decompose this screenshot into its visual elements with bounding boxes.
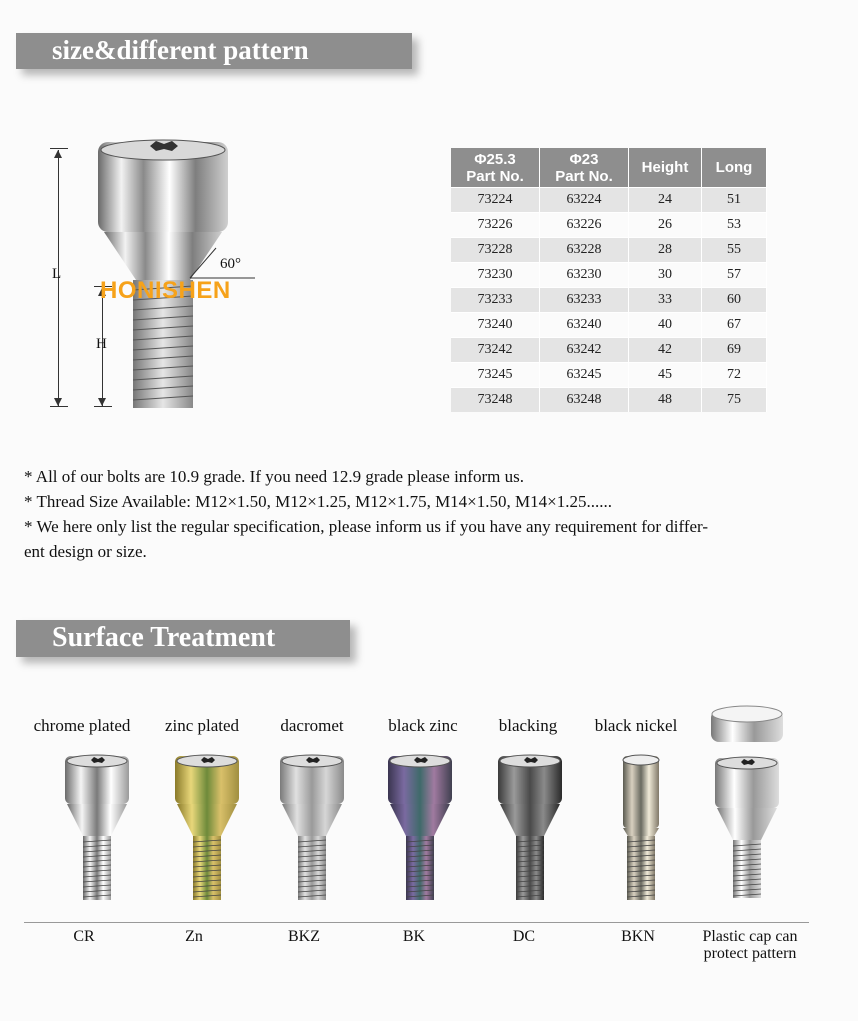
table-row: [451, 388, 767, 413]
table-row: [451, 363, 767, 388]
header-part-no-23: [540, 148, 629, 188]
table-cell: 73245: [451, 363, 540, 388]
label-L: L: [52, 266, 62, 282]
header-part-no-25: [451, 148, 540, 188]
bolt-illustration: [40, 130, 300, 420]
finish-code: BKZ: [288, 928, 320, 945]
table-cell: 73224: [451, 188, 540, 213]
table-cell: 48: [629, 388, 702, 413]
table-cell: 63230: [540, 263, 629, 288]
table-cell: 63242: [540, 338, 629, 363]
header-height: Height: [629, 148, 702, 188]
header-line: Part No.: [555, 167, 613, 185]
cap-note-line: protect pattern: [703, 945, 797, 962]
note-line: * We here only list the regular specification, please inform us if you have any requirement for differ-: [24, 517, 709, 536]
label-H: H: [96, 336, 107, 352]
finish-code: CR: [73, 928, 95, 945]
table-row: [451, 213, 767, 238]
table-cell: 69: [702, 338, 767, 363]
finish-sample: [601, 752, 681, 907]
dimension-tick: [50, 148, 68, 149]
table-row: [451, 288, 767, 313]
table-cell: 28: [629, 238, 702, 263]
table-cell: 73248: [451, 388, 540, 413]
table-cell: 73233: [451, 288, 540, 313]
header-long: Long: [702, 148, 767, 188]
bolt-image: [380, 752, 460, 902]
table-cell: 63248: [540, 388, 629, 413]
table-cell: 73228: [451, 238, 540, 263]
table-cell: 73230: [451, 263, 540, 288]
table-cell: 63224: [540, 188, 629, 213]
table-cell: 57: [702, 263, 767, 288]
table-cell: 33: [629, 288, 702, 313]
table-cell: 26: [629, 213, 702, 238]
table-cell: 51: [702, 188, 767, 213]
bolt-image: [167, 752, 247, 902]
finish-name: chrome plated: [33, 716, 131, 735]
cap-note: [690, 928, 810, 962]
bolt-image: [490, 752, 570, 902]
finish-sample: [490, 752, 570, 907]
note-line: * Thread Size Available: M12×1.50, M12×1.25, M12×1.75, M14×1.50, M14×1.25......: [24, 492, 612, 511]
dimension-tick: [50, 406, 68, 407]
finish-sample: [167, 752, 247, 907]
table-cell: 24: [629, 188, 702, 213]
finish-code: BK: [402, 928, 426, 945]
finish-sample: [57, 752, 137, 907]
table-cell: 75: [702, 388, 767, 413]
cap-note-line: Plastic cap can: [702, 928, 798, 945]
table-cell: 72: [702, 363, 767, 388]
table-row: [451, 188, 767, 213]
table-cell: 73240: [451, 313, 540, 338]
arrow-down-icon: [98, 398, 106, 406]
table-row: [451, 238, 767, 263]
finish-sample: [272, 752, 352, 907]
table-row: [451, 338, 767, 363]
table-cell: 42: [629, 338, 702, 363]
brand-watermark: HONISHEN: [100, 277, 231, 304]
spec-table: [451, 148, 767, 412]
dimension-tick: [94, 406, 112, 407]
bolt-diagram: [40, 130, 300, 420]
plastic-cap-image: [705, 702, 789, 902]
bolt-image: [57, 752, 137, 902]
table-cell: 63245: [540, 363, 629, 388]
finish-name: dacromet: [280, 716, 344, 735]
finish-sample: [380, 752, 460, 907]
bolt-image: [272, 752, 352, 902]
divider: [24, 922, 809, 923]
note-line: ent design or size.: [24, 542, 147, 561]
table-row: [451, 263, 767, 288]
table-cell: 63228: [540, 238, 629, 263]
table-cell: 53: [702, 213, 767, 238]
header-line: Φ25.3: [474, 150, 516, 168]
arrow-up-icon: [54, 150, 62, 158]
section-title-surface: Surface Treatment: [16, 620, 350, 657]
table-cell: 63233: [540, 288, 629, 313]
finish-code: Zn: [185, 928, 203, 945]
table-row: [451, 313, 767, 338]
finish-code: DC: [512, 928, 536, 945]
finish-name: blacking: [498, 716, 558, 735]
notes: [24, 464, 824, 564]
table-cell: 73226: [451, 213, 540, 238]
table-cell: 45: [629, 363, 702, 388]
finish-name: black nickel: [594, 716, 678, 735]
finish-name: black zinc: [388, 716, 458, 735]
arrow-down-icon: [54, 398, 62, 406]
table-cell: 73242: [451, 338, 540, 363]
table-cell: 63226: [540, 213, 629, 238]
table-cell: 63240: [540, 313, 629, 338]
plastic-cap-sample: [705, 702, 789, 907]
header-line: Φ23: [569, 150, 599, 168]
table-cell: 40: [629, 313, 702, 338]
header-line: Part No.: [466, 167, 524, 185]
table-cell: 55: [702, 238, 767, 263]
table-cell: 60: [702, 288, 767, 313]
finish-name: zinc plated: [164, 716, 240, 735]
angle-label: 60°: [220, 256, 241, 272]
table-cell: 67: [702, 313, 767, 338]
finish-code: BKN: [621, 928, 655, 945]
note-line: * All of our bolts are 10.9 grade. If you need 12.9 grade please inform us.: [24, 467, 524, 486]
bolt-image: [601, 752, 681, 902]
section-title-size: size&different pattern: [16, 33, 412, 69]
table-header-row: [451, 148, 767, 188]
table-cell: 30: [629, 263, 702, 288]
